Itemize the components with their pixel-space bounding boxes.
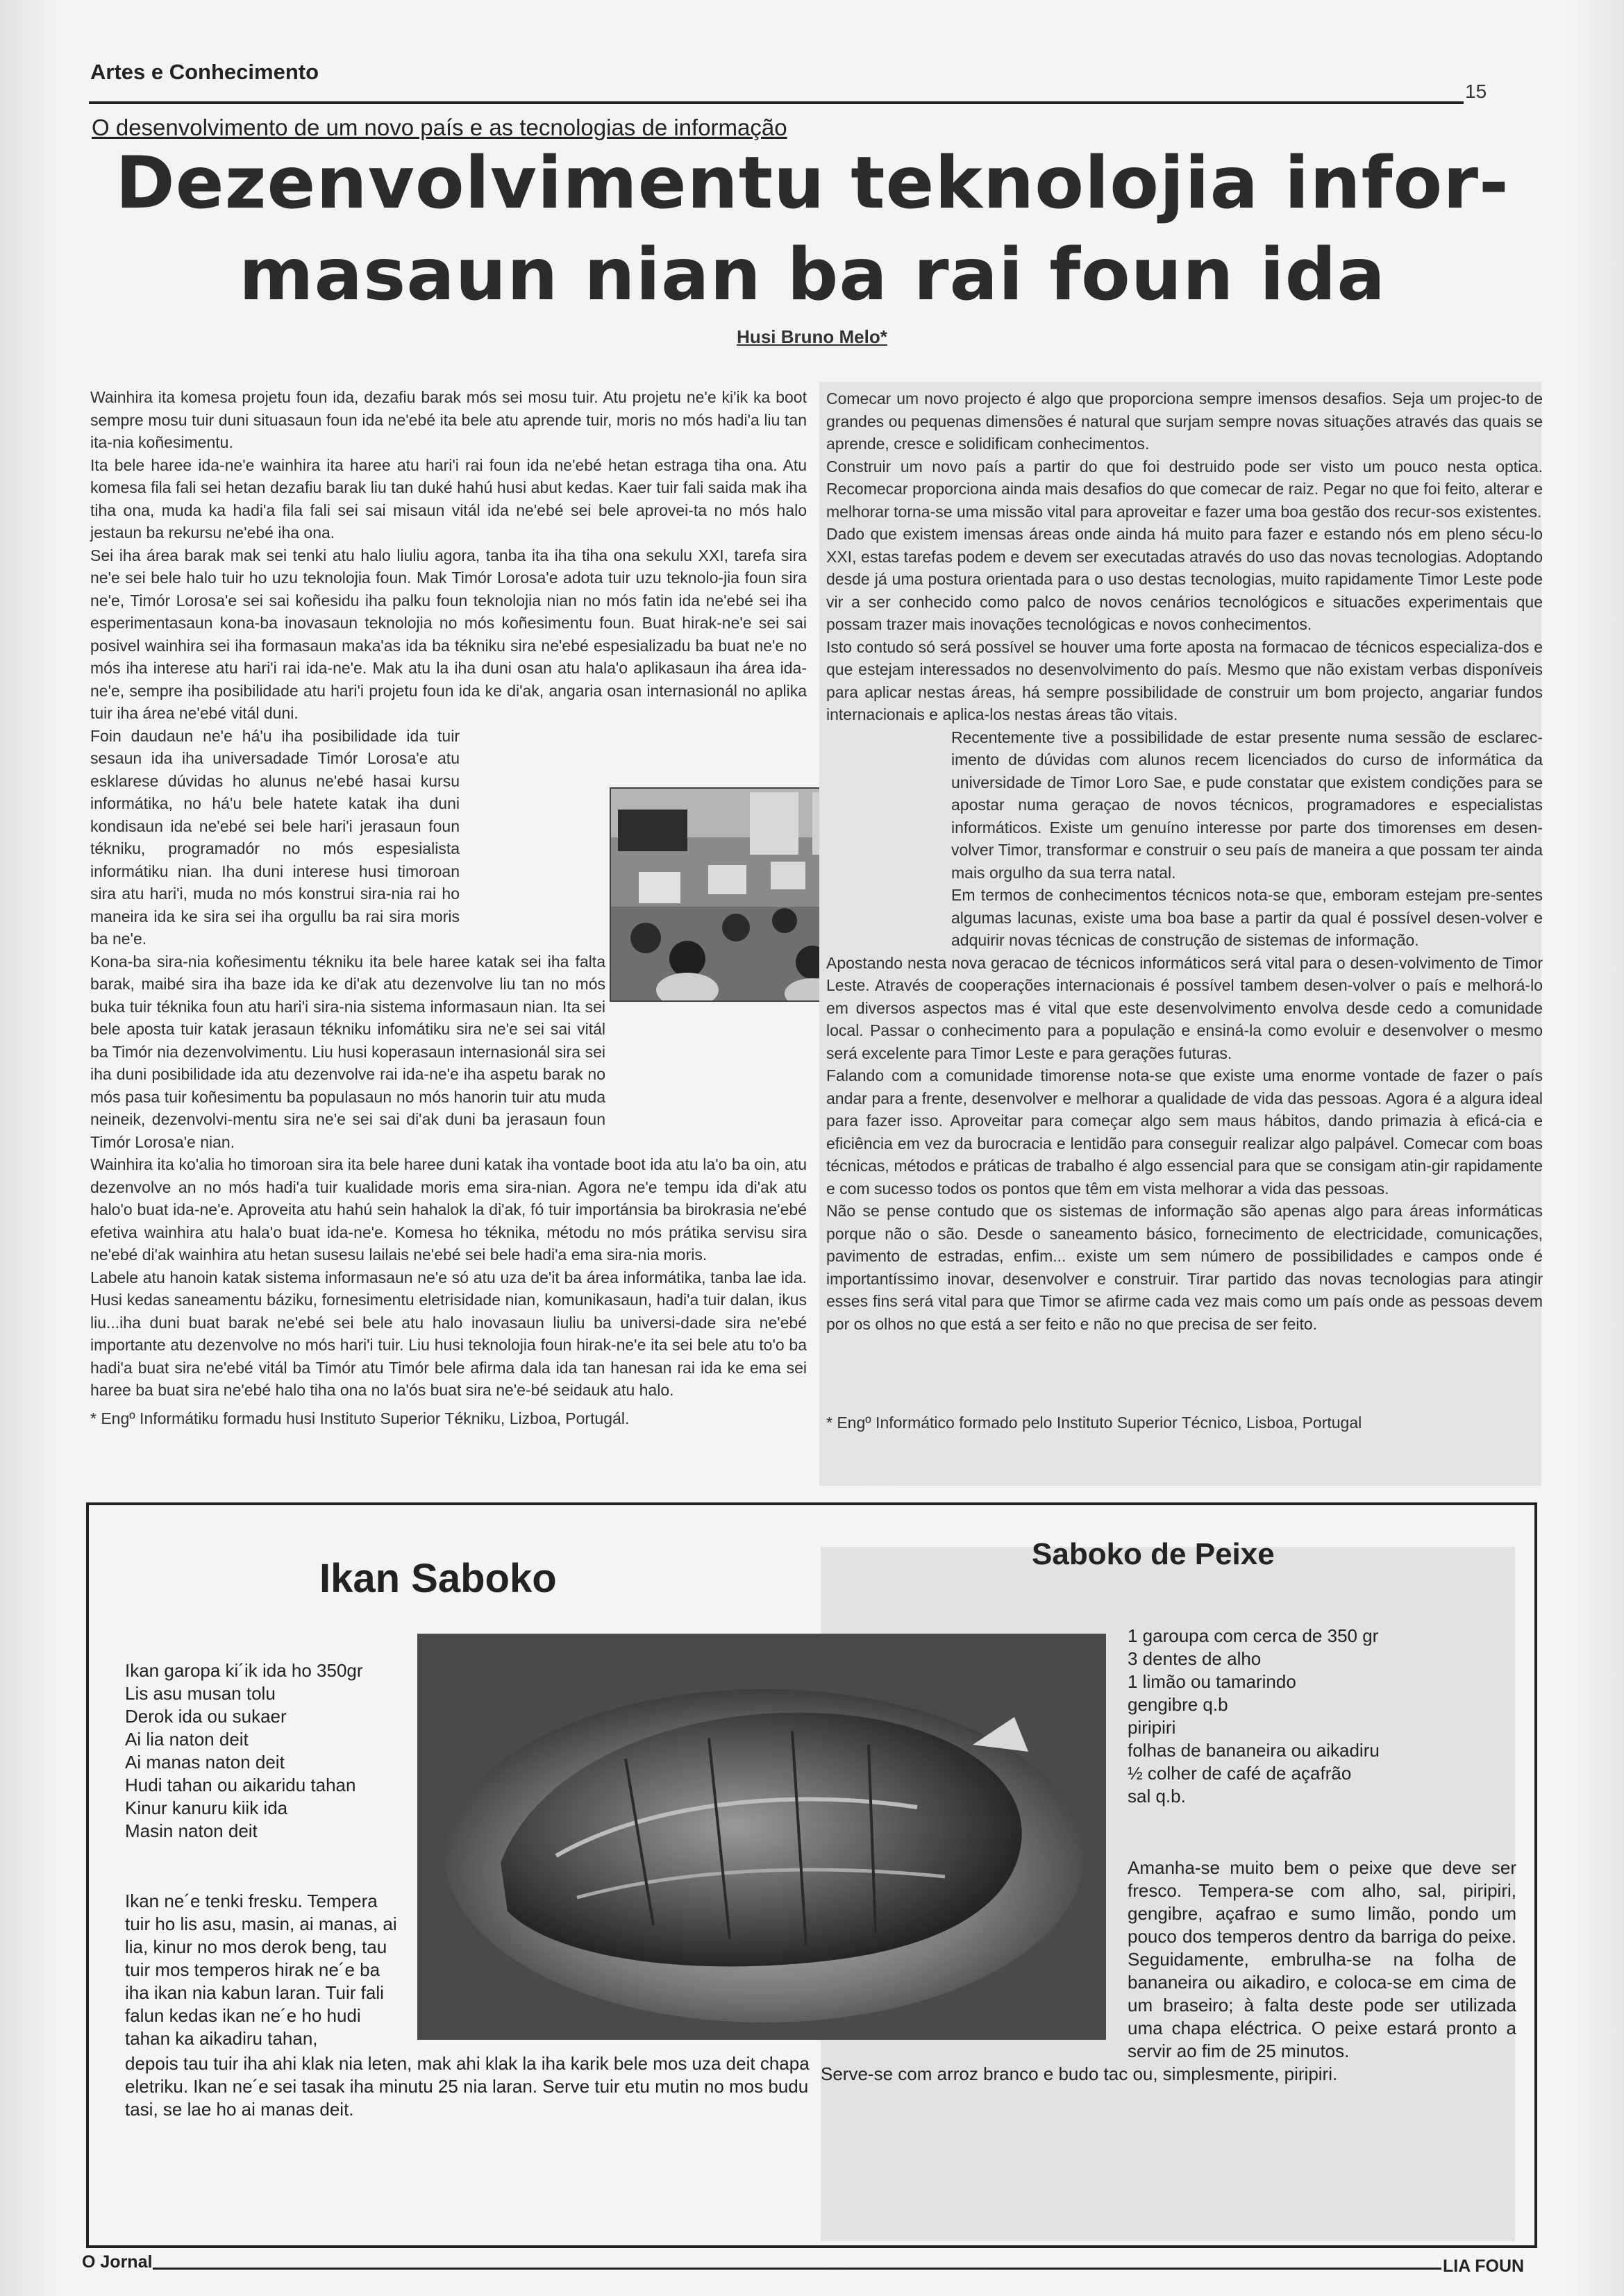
recipe-method-tetum: Ikan ne´e tenki fresku. Tempera tuir ho lis asu, masin, ai manas, ai lia, kinur no mos derok beng, tau tuir mos temperos hirak ne´e ba iha ikan nia kabun laran. Tuir fali falun kedas ikan ne´e ho hudi tahan ka aikadiru tahan, [125,1891,397,2049]
tetum-paragraph: Wainhira ita komesa projetu foun ida, dezafiu barak mós sei mosu tuir. Atu projetu ne'e ki'ik ka boot sempre mosu tuir duni situasaun foun ida ne'ebé ita bele atu aprende tuir, moris no mós hadi'a liu tan ita-nia koñesimentu. [90,388,807,451]
ingredient-item: ½ colher de café de açafrão [1128,1763,1352,1784]
section-header: Artes e Conhecimento [90,60,319,84]
headline [76,137,1548,321]
tetum-paragraph: Ita bele haree ida-ne'e wainhira ita haree atu hari'i rai foun ida ne'ebé hetan estraga tiha ona. Atu komesa fila fali sei hetan dezafiu barak liu tan duké hahú husi abut kedas. Kaer tuir fali saida mak iha tiha ona, muda ka hadi'a fila fali sei sai misaun vitál ida ne'ebé sei bele aprovei-ta no mós halo jestaun ba rekursu ne'ebé iha ona. [90,455,807,542]
pt-paragraph: Construir um novo país a partir do que foi destruido pode ser visto um pouco nesta optica. Recomecar proporciona ainda mais desafios do que comecar de raiz. Pegar no que foi feito, alterar e melhorar torna-se uma missão vital para aproveitar e fazer uma boa gestão dos recur-sos existentes. [826,457,1543,521]
tetum-paragraph: Foin daudaun ne'e há'u iha posibilidade ida tuir sesaun ida iha universadade Timór Lorosa'e atu esklarese dúvidas ho alunus ne'ebé hasai kursu informátika, no há'u bele hatete katak iha duni kondisaun ida ne'ebé sei bele hari'i jerasaun foun tékniku, programadór no mós espesialista informátiku nian. Iha duni interese husi timoroan sira atu hari'i, muda no mós konstrui sira-nia rai ho maneira ida ke sira sei iha orgullu ba rai sira moris ba ne'e. [90,726,460,948]
tetum-paragraph: Labele atu hanoin katak sistema informasaun ne'e só atu uza de'it ba área informátika, tanba lae ida. Husi kedas saneamentu báziku, fornesimentu eletrisidade nian, komunikasaun, hadi'a tuir dalan, ikus liu...iha duni buat barak ne'ebé sei bele atu halo inovasaun liuliu ba universi-dade sira ne'ebé importante atu dezenvolve no mós hari'i tuir. Liu husi teknolojia foun hirak-ne'e ita sei bele atu to'o ba hadi'a buat sira ne'ebé vitál ba Timór atu Timór bele afirma dala ida tan hanesan rai ida ke ema sei haree ba buat sira ne'ebé halo tiha ona no la'ós buat sira ne'e-bé seidauk atu halo. [90,1268,807,1399]
headline-line-1: Dezenvolvimentu teknolojia infor- [115,142,1509,225]
pt-paragraph: Apostando nesta nova geracao de técnicos informáticos será vital para o desen-volvimento de Timor Leste. Através de cooperações internacionais é possível tambem desen-volver o país e melhorá-lo em diversos aspectos mas é vital que este desenvolvimento envolva desde cedo a comunidade local. Passar o conhecimento para a população e ensiná-la como evoluir e desenvolver o mesmo será excelente para Timor Leste e para gerações futuras. [826,953,1543,1062]
pt-paragraph: Em termos de conhecimentos técnicos nota-se que, emboram estejam pre-sentes algumas lacunas, existe uma boa base a partir da qual é possível desen-volver e adquirir novas técnicas de construção de sistemas de informação. [951,886,1543,949]
ingredient-item: sal q.b. [1128,1786,1186,1807]
recipe-serving-portuguese: Serve-se com arroz branco e budo tac ou, simplesmente, piripiri. [821,2063,1338,2084]
pt-paragraph: Falando com a comunidade timorense nota-se que existe uma enorme vontade de fazer o país andar para a frente, desenvolver e melhorar a qualidade de vida das pessoas. Agora é a algura ideal para fazer isso. Aproveitar para começar algo sem maus hábitos, dando primazia à eficá-cia e eficiência em vez da burocracia e lentidão para conseguir realizar algo palpável. Comecar com boas técnicas, métodos e práticas de trabalho é algo essencial para que se consigam atin-gir rapidamente e com sucesso todos os pontos que têm em vista melhorar a vida das pessoas. [826,1066,1543,1198]
pt-paragraph: Isto contudo só será possível se houver uma forte aposta na formacao de técnicos especializa-dos e que estejam interessados no desenvolvimento do país. Mesmo que não existam verbas disponíveis para aplicar nestas áreas, há sempre possibilidade de construir um bom projecto, angariar fundos internacionais e aplica-los nestas áreas tão vitais. [826,637,1543,723]
header-rule [89,101,1464,104]
ingredient-item: Ai manas naton deit [125,1752,285,1773]
ingredient-item: Ikan garopa ki´ik ida ho 350gr [125,1660,363,1681]
tetum-paragraph: Sei iha área barak mak sei tenki atu halo liuliu agora, tanba ita iha tiha ona sekulu XXI, tarefa sira ne'e sei bele halo tuir ho uzu teknolojia foun. Mak Timór Lorosa'e adota tuir uzu teknolo-jia foun sira ne'e, Timór Lorosa'e sei sai koñesidu iha palku foun teknolojia nian no mós fatin ida ne'ebé sei iha esperimentasaun kona-ba inovasaun teknolojia no mós koñesimentu foun. Buat hirak-ne'e sei sai posivel wainhira sei iha formasaun maka'as ida ba tékniku sira ne'ebé espesializadu ba buat ne'e no mós iha interese atu hari'i rai ida-ne'e. Mak atu la iha duni osan atu hala'o aplikasaun iha área ida-ne'e, sempre iha posibilidade atu hari'i projetu foun ida ke di'ak, angaria osan internasionál no aplika tuir iha área ne'ebé vitál duni. [90,546,807,722]
pt-footnote: * Engº Informático formado pelo Instituto Superior Técnico, Lisboa, Portugal [826,1414,1362,1432]
recipe-method-portuguese: Amanha-se muito bem o peixe que deve ser fresco. Tempera-se com alho, sal, piripiri, gengibre, açafrao e sumo limão, pondo um pouco dos temperos dentro da barriga do peixe. Seguidamente, embrulha-se na folha de bananeira ou aikadiro, e coloca-se em cima de um braseiro; à falta deste pode ser utilizada uma chapa eléctrica. O peixe estará pronto a servir ao fim de 25 minutos. [1128,1857,1516,2061]
grilled-fish-image [417,1634,1106,2040]
tetum-footnote: * Engº Informátiku formadu husi Instituto Superior Tékniku, Lizboa, Portugál. [90,1409,630,1427]
ingredient-item: 1 garoupa com cerca de 350 gr [1128,1625,1379,1646]
pt-paragraph: Comecar um novo projecto é algo que proporciona sempre imensos desafios. Seja um projec-to de grandes ou pequenas dimensões é natural que surjam sempre novas situações através das quais se aprende, cresce e solidificam conhecimentos. [826,389,1543,453]
footer-newspaper-name: LIA FOUN [1443,2256,1525,2276]
ingredient-item: folhas de bananeira ou aikadiru [1128,1740,1380,1761]
ingredients-list-portuguese [1128,1625,1380,1808]
ingredient-item: Kinur kanuru kiik ida [125,1798,288,1818]
portuguese-article [826,387,1543,1335]
ingredients-list-tetum [125,1659,363,1843]
recipe-method-tetum-continued: depois tau tuir iha ahi klak nia leten, mak ahi klak la iha karik bele mos uza deit chapa eletriku. Ikan ne´e sei tasak iha minutu 25 nia laran. Serve tuir etu mutin no mos budu tasi, se lae ho ai manas deit. [125,2053,810,2120]
pt-paragraph: Recentemente tive a possibilidade de estar presente numa sessão de esclarec-imento de dúvidas com alunos recem licenciados do curso de informática da universidade de Timor Loro Sae, e pude constatar que existem condições para se apostar numa geraçao de novos técnicos, programadores e especialistas informáticos. Existe um genuíno interesse por parte dos timorenses em desen-volver Timor, transformar e construir o seu país de maneira a que possam ter ainda mais orgulho da sua terra natal. [951,728,1543,882]
ingredient-item: 3 dentes de alho [1128,1648,1262,1669]
footer-publication: O Jornal [82,2252,153,2272]
page-number: 15 [1465,81,1487,102]
ingredient-item: Derok ida ou sukaer [125,1706,287,1727]
ingredient-item: Hudi tahan ou aikaridu tahan [125,1775,356,1795]
tetum-paragraph: Kona-ba sira-nia koñesimentu tékniku ita bele haree katak sei iha falta barak, maibé sira iha baze ida ke di'ak atu dezenvolve liu tan no mós buka tuir téknika foun atu hari'i sira-nia sistema informasaun nian. Ita sei bele aposta tuir katak jerasaun tékniku infomátiku sira ne'e sei sai vitál ba Timór nia dezenvolvimentu. Liu husi koperasaun internasionál sira sei iha duni posibilidade ida atu dezenvolve rai ida-ne'e iha aspetu barak no mós pasa tuir koñesimentu ba populasaun no mós hanorin tuir atu muda neineik, dezenvolvi-mentu sira ne'e sei sai di'ak duni ba jerasaun foun Timór Lorosa'e nian. [90,952,605,1151]
ingredient-item: Ai lia naton deit [125,1729,249,1750]
ingredient-item: gengibre q.b [1128,1694,1228,1715]
grilled-fish-photo [417,1634,1106,2040]
recipe-title-tetum: Ikan Saboko [319,1556,557,1601]
ingredient-item: Masin naton deit [125,1820,258,1841]
footer-rule [153,2268,1441,2270]
pt-paragraph: Não se pense contudo que os sistemas de informação são apenas algo para áreas informáticas porque não o são. Desde o saneamento básico, fornecimento de electricidade, comunicações, pavimento de estradas, enfim... existe um sem número de possibilidades e campos onde é importantíssimo inovar, desenvolver e construir. Tirar partido das novas tecnologias para atingir esses fins será vital para que Timor se afirme cada vez mais como um país onde as pessoas devem por os olhos no que está a ser feito e não no que precisa de ser feito. [826,1202,1543,1333]
headline-line-2: masaun nian ba rai foun ida [239,233,1386,317]
ingredient-item: 1 limão ou tamarindo [1128,1671,1296,1692]
byline: Husi Bruno Melo* [737,326,887,347]
ingredient-item: piripiri [1128,1717,1176,1738]
pt-paragraph: Dado que existem imensas áreas onde ainda há muito para fazer e estando nós em pleno sécu-lo XXI, estas tarefas podem e devem ser executadas através do uso das novas tecnologias. Adoptando desde já uma postura orientada para o uso destas tecnologias, muito rapidamente Timor Leste pode vir a ser conhecido como palco de novos cenários tecnológicos e situacões experimentais que possam trazer mais inovações tecnológicas e novos conhecimentos. [826,525,1543,633]
tetum-paragraph: Wainhira ita ko'alia ho timoroan sira ita bele haree duni katak iha vontade boot ida atu la'o ba oin, atu dezenvolve an no mós hadi'a tuir kualidade moris ema sira-nian. Agora ne'e tempu ida di'ak atu halo'o buat ida-ne'e. Aproveita atu hahú sein hahalok la di'ak, fó tuir importánsia ba birokrasia ne'ebé efetiva wainhira atu hala'o buat ida-ne'e. Komesa ho téknika, métodu no mós prátika servisu sira ne'ebé di'ak wainhira atu hetan susesu lailais ne'ebé sei bele hadi'a ema sira-nia moris. [90,1155,807,1264]
subtitle-portuguese: O desenvolvimento de um novo país e as tecnologias de informação [92,115,787,140]
ingredient-item: Lis asu musan tolu [125,1683,276,1704]
recipe-title-portuguese: Saboko de Peixe [1032,1537,1275,1571]
